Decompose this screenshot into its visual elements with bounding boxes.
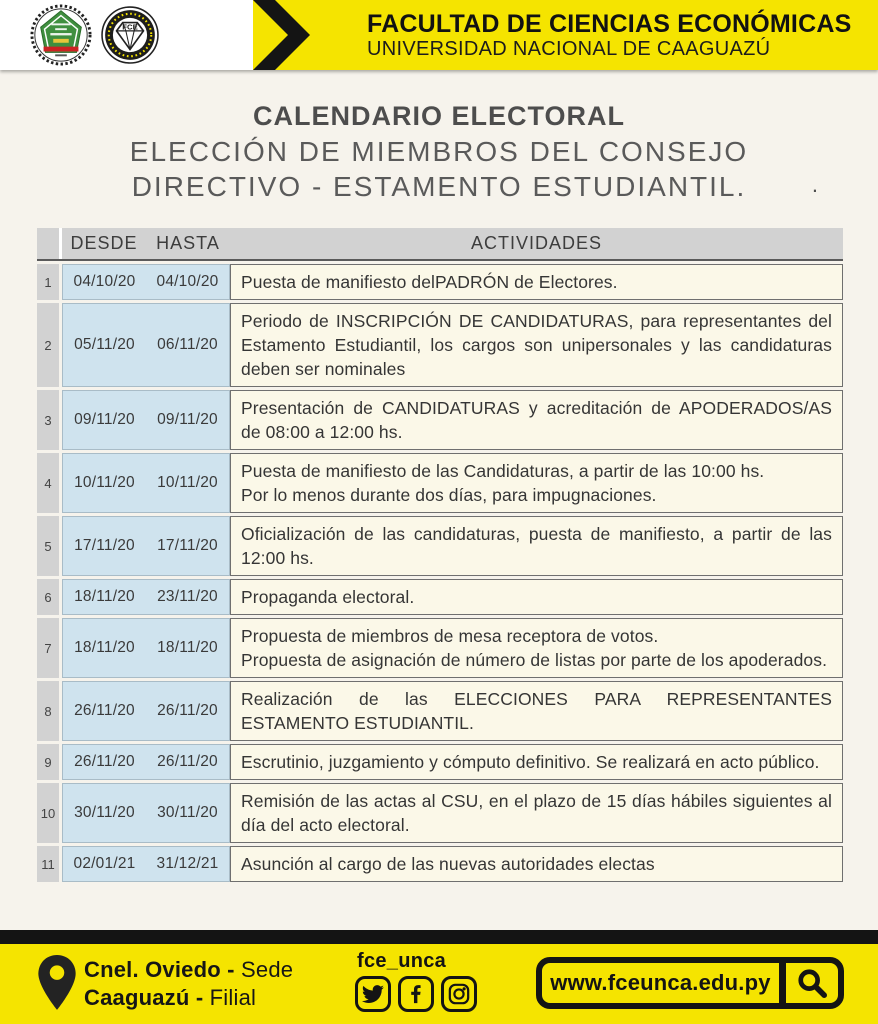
row-hasta: 04/10/20 (156, 273, 219, 290)
instagram-icon[interactable] (441, 976, 477, 1012)
activity-line: Por lo menos durante dos días, para impugnaciones. (241, 485, 657, 505)
row-activity (230, 618, 843, 678)
activity-line: Asunción al cargo de las nuevas autoridades electas (241, 854, 655, 874)
university-name: UNIVERSIDAD NACIONAL DE CAAGUAZÚ (367, 38, 771, 60)
row-activity (230, 453, 843, 513)
trailing-dot: . (811, 172, 820, 197)
location-line2-rest: Filial (209, 985, 257, 1010)
location-line2-bold: Caaguazú - (84, 985, 210, 1010)
activity-line: Presentación de CANDIDATURAS y acreditación de APODERADOS/AS de 08:00 a 12:00 hs. (241, 398, 832, 442)
table-row (37, 618, 843, 678)
column-header-actividades: ACTIVIDADES (470, 233, 603, 253)
row-desde: 26/11/20 (74, 702, 135, 719)
row-activity (230, 744, 843, 780)
chevron-right-icon (250, 0, 316, 70)
row-number: 1 (37, 264, 59, 300)
university-seal-logo (30, 4, 92, 66)
table-row (37, 390, 843, 450)
header-text-block (367, 10, 851, 61)
table-row (37, 453, 843, 513)
row-desde: 05/11/20 (74, 336, 135, 353)
row-number: 2 (37, 303, 59, 387)
row-hasta: 26/11/20 (157, 702, 218, 719)
row-dates (62, 303, 230, 387)
row-hasta: 09/11/20 (157, 411, 218, 428)
subtitle-line2-wrap (0, 169, 878, 204)
row-desde: 09/11/20 (74, 411, 135, 428)
row-dates (62, 390, 230, 450)
activity-line: Propuesta de asignación de número de listas por parte de los apoderados. (241, 650, 828, 670)
row-hasta: 06/11/20 (157, 336, 218, 353)
row-number: 3 (37, 390, 59, 450)
title-block (0, 98, 878, 204)
row-desde: 04/10/20 (73, 273, 136, 290)
column-header-desde: DESDE (70, 233, 138, 253)
row-activity (230, 783, 843, 843)
row-desde: 18/11/20 (74, 588, 135, 605)
row-hasta: 18/11/20 (157, 639, 218, 656)
row-hasta: 30/11/20 (157, 804, 218, 821)
fce-diamond-logo (101, 6, 159, 64)
subtitle-line1: ELECCIÓN DE MIEMBROS DEL CONSEJO (129, 136, 749, 167)
activity-line: Periodo de INSCRIPCIÓN DE CANDIDATURAS, para representantes del Estamento Estudiantil, los cargos son unipersonales y las candidaturas deben ser nominales (241, 311, 832, 379)
row-desde: 17/11/20 (74, 537, 135, 554)
row-dates (62, 783, 230, 843)
search-icon[interactable] (786, 963, 838, 1003)
table-header-row (37, 228, 843, 261)
row-desde: 30/11/20 (74, 804, 135, 821)
row-activity (230, 516, 843, 576)
table-row (37, 744, 843, 780)
row-hasta: 17/11/20 (157, 537, 218, 554)
row-activity (230, 390, 843, 450)
row-number: 6 (37, 579, 59, 615)
twitter-icon[interactable] (355, 976, 391, 1012)
activity-line: Propuesta de miembros de mesa receptora de votos. (241, 626, 659, 646)
row-hasta: 26/11/20 (157, 753, 218, 770)
facebook-icon[interactable] (398, 976, 434, 1012)
row-number: 11 (37, 846, 59, 882)
faculty-name: FACULTAD DE CIENCIAS ECONÓMICAS (367, 10, 852, 38)
row-number: 10 (37, 783, 59, 843)
activity-line: Escrutinio, juzgamiento y cómputo definitivo. Se realizará en acto público. (241, 752, 820, 772)
activity-line: Oficialización de las candidaturas, puesta de manifiesto, a partir de las 12:00 hs. (241, 524, 832, 568)
row-dates (62, 744, 230, 780)
row-dates (62, 846, 230, 882)
row-desde: 18/11/20 (74, 639, 135, 656)
column-header-hasta: HASTA (156, 233, 220, 253)
location-pin-icon (36, 954, 78, 1012)
row-activity (230, 846, 843, 882)
row-activity (230, 264, 843, 300)
table-row (37, 264, 843, 300)
website-pill[interactable] (536, 957, 844, 1009)
row-number: 8 (37, 681, 59, 741)
electoral-calendar-table (37, 228, 843, 885)
row-dates (62, 681, 230, 741)
row-dates (62, 516, 230, 576)
activity-line: Remisión de las actas al CSU, en el plazo de 15 días hábiles siguientes al día del acto electoral. (241, 791, 832, 835)
activity-line: Puesta de manifiesto delPADRÓN de Electores. (241, 272, 618, 292)
row-desde: 10/11/20 (74, 474, 135, 491)
social-handle: fce_unca (357, 950, 447, 972)
subtitle-line2: DIRECTIVO - ESTAMENTO ESTUDIANTIL. (131, 171, 747, 202)
footer-black-stripe (0, 930, 878, 944)
location-text (84, 956, 293, 1012)
row-number: 9 (37, 744, 59, 780)
website-pill-divider (779, 963, 786, 1003)
row-dates (62, 453, 230, 513)
row-number: 4 (37, 453, 59, 513)
row-hasta: 10/11/20 (157, 474, 218, 491)
social-block (355, 950, 477, 1012)
location-line1-rest: Sede (241, 957, 294, 982)
website-url: www.fceunca.edu.py (550, 970, 771, 995)
table-row (37, 846, 843, 882)
row-desde: 02/01/21 (73, 855, 136, 872)
location-line1-bold: Cnel. Oviedo - (84, 957, 242, 982)
activity-line: Realización de las ELECCIONES PARA REPRESENTANTES ESTAMENTO ESTUDIANTIL. (241, 689, 832, 733)
table-row (37, 579, 843, 615)
header-number-column (37, 228, 62, 259)
row-hasta: 31/12/21 (156, 855, 219, 872)
table-row (37, 783, 843, 843)
fce-monogram-text: FCE (122, 22, 138, 32)
header-bar (0, 0, 878, 70)
row-dates (62, 579, 230, 615)
row-desde: 26/11/20 (74, 753, 135, 770)
activity-line: Puesta de manifiesto de las Candidaturas, a partir de las 10:00 hs. (241, 461, 765, 481)
header-dates (62, 233, 230, 254)
row-dates (62, 618, 230, 678)
row-number: 5 (37, 516, 59, 576)
row-number: 7 (37, 618, 59, 678)
row-hasta: 23/11/20 (157, 588, 218, 605)
row-dates (62, 264, 230, 300)
footer (0, 930, 878, 1024)
calendar-rows (37, 264, 843, 882)
row-activity (230, 303, 843, 387)
table-row (37, 303, 843, 387)
social-icons (355, 976, 477, 1012)
row-activity (230, 579, 843, 615)
activity-line: Propaganda electoral. (241, 587, 415, 607)
page-title: CALENDARIO ELECTORAL (252, 101, 625, 131)
table-row (37, 681, 843, 741)
table-row (37, 516, 843, 576)
footer-yellow-band (0, 944, 878, 1024)
row-activity (230, 681, 843, 741)
